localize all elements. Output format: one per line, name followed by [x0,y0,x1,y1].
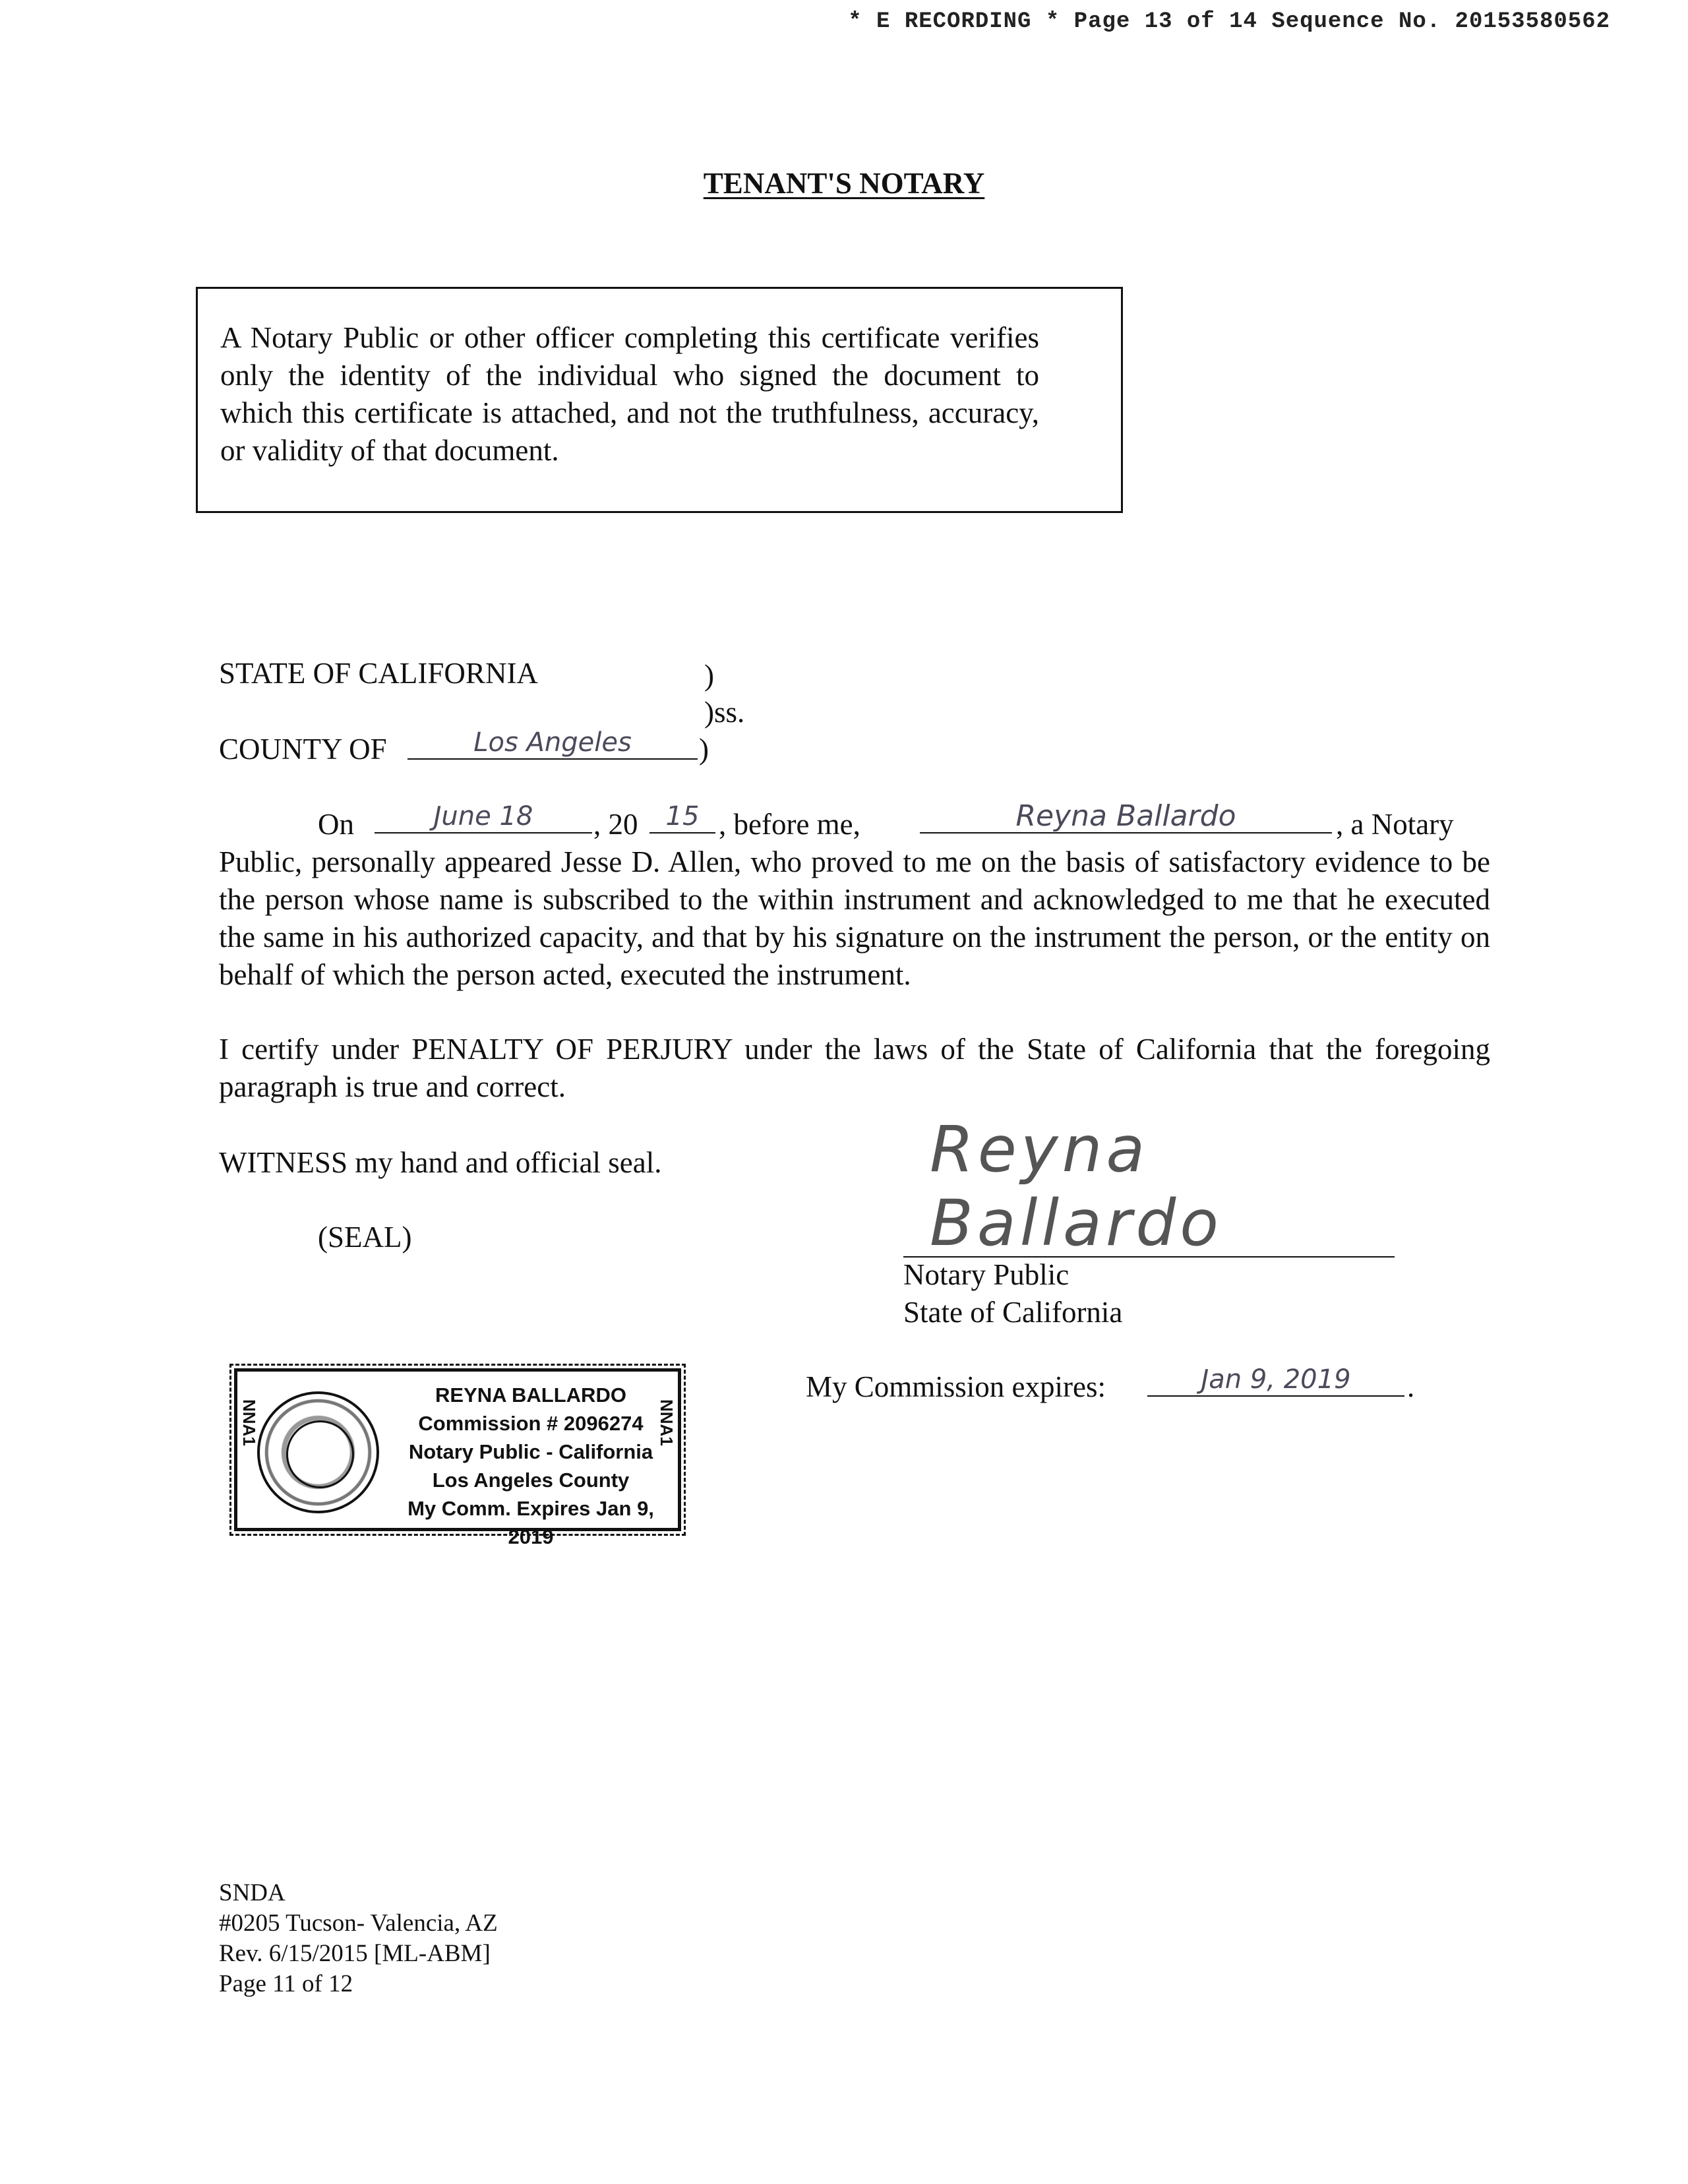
notary-public-label: Notary Public [903,1258,1070,1291]
witness-text: WITNESS my hand and official seal. [219,1146,662,1179]
footer-line-4: Page 11 of 12 [219,1970,353,1997]
acknowledgment-body: Public, personally appeared Jesse D. Allen, who proved to me on the basis of satisfactory evidence to be the person whose name is subscribed to the within instrument and acknowledged to me that he executed the same in his authorized capacity, and that by his signature on the instrument the person, or the entity on behalf of which the person acted, executed the instrument. [219,845,1490,991]
page-title [0,166,1688,200]
year-prefix: , 20 [593,808,638,841]
recording-header: * E RECORDING * Page 13 of 14 Sequence No. 20153580562 [848,9,1610,34]
seal-label: (SEAL) [318,1221,412,1254]
stamp-side-code-right: NNA1 [657,1399,677,1446]
title-text: TENANT'S NOTARY [703,167,985,200]
notary-signature: Reyna Ballardo [930,1112,1222,1260]
notice-box: A Notary Public or other officer completing this certificate verifies only the identity of the individual who signed the document to which this certificate is attached, and not the truthfulness, accuracy, or validity of that document. [196,287,1123,513]
date-field [375,801,592,834]
notary-name-value: Reyna Ballardo [920,801,1332,834]
a-notary: , a Notary [1336,808,1454,841]
venue-ss: )ss. [704,696,745,729]
year-value: 15 [649,801,715,834]
year-field [649,801,715,834]
on-label: On [318,808,354,841]
certification-text: I certify under PENALTY OF PERJURY under the laws of the State of California that the foregoing paragraph is true and correct. [219,1033,1490,1103]
state-seal-emblem [257,1391,379,1513]
before-me: , before me, [719,808,860,841]
commission-label: My Commission expires: [806,1370,1106,1403]
commission-value: Jan 9, 2019 [1147,1364,1404,1397]
county-label: COUNTY OF [219,733,387,766]
signature-line [903,1112,1395,1260]
notary-stamp [234,1368,681,1548]
stamp-name: REYNA BALLARDO [435,1383,626,1407]
stamp-side-code-left: NNA1 [239,1399,259,1446]
county-value: Los Angeles [407,727,698,760]
date-value: June 18 [375,801,592,834]
stamp-commission: Commission # 2096274 [418,1412,644,1435]
footer-line-1: SNDA [219,1879,286,1906]
stamp-expires: My Comm. Expires Jan 9, 2019 [407,1497,654,1548]
county-field [407,727,698,764]
stamp-title: Notary Public - California [408,1440,653,1463]
stamp-text [389,1381,673,1551]
commission-field [1147,1364,1404,1397]
commission-period: . [1407,1370,1415,1403]
footer-line-2: #0205 Tucson- Valencia, AZ [219,1910,498,1937]
footer-line-3: Rev. 6/15/2015 [ML-ABM] [219,1940,491,1967]
notary-name-field [920,801,1332,834]
state-of-california-label: State of California [903,1296,1123,1329]
venue-paren-3: ) [699,733,709,766]
state-label: STATE OF CALIFORNIA [219,657,538,690]
stamp-county: Los Angeles County [432,1469,630,1492]
document-footer [219,1878,498,1999]
venue-paren-1: ) [704,659,714,692]
